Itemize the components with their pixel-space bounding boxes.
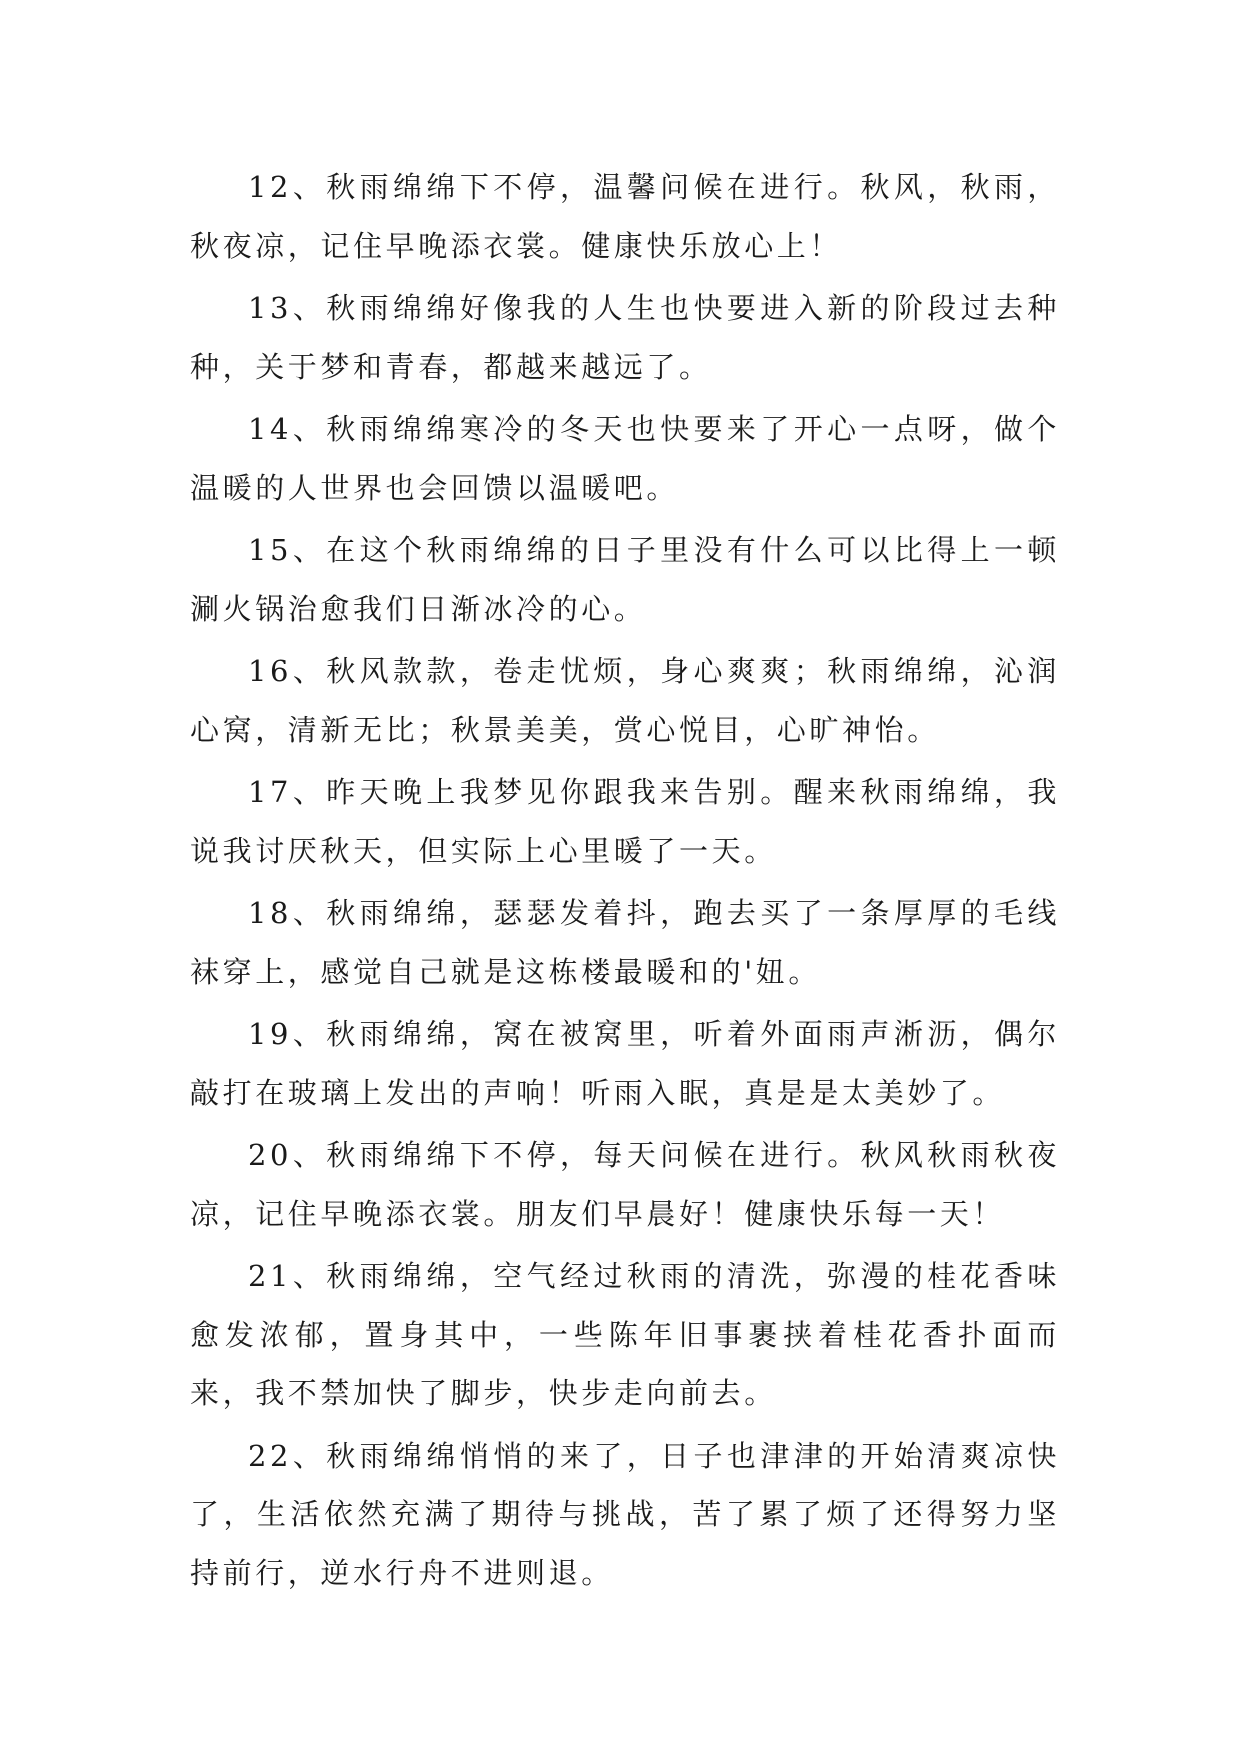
- paragraph-20: 20、秋雨绵绵下不停，每天问候在进行。秋风秋雨秋夜凉，记住早晚添衣裳。朋友们早晨好！健康快乐每一天！: [190, 1138, 1060, 1231]
- paragraph-14: 14、秋雨绵绵寒冷的冬天也快要来了开心一点呀，做个温暖的人世界也会回馈以温暖吧。: [190, 412, 1060, 505]
- paragraph-17: 17、昨天晚上我梦见你跟我来告别。醒来秋雨绵绵，我说我讨厌秋天，但实际上心里暖了一天。: [190, 775, 1060, 868]
- paragraph-13: 13、秋雨绵绵好像我的人生也快要进入新的阶段过去种种，关于梦和青春，都越来越远了。: [190, 291, 1060, 384]
- paragraph-19: 19、秋雨绵绵，窝在被窝里，听着外面雨声淅沥，偶尔敲打在玻璃上发出的声响！听雨入眠，真是是太美妙了。: [190, 1017, 1060, 1110]
- paragraph-22: 22、秋雨绵绵悄悄的来了，日子也津津的开始清爽凉快了，生活依然充满了期待与挑战，苦了累了烦了还得努力坚持前行，逆水行舟不进则退。: [190, 1438, 1060, 1590]
- paragraph-16: 16、秋风款款，卷走忧烦，身心爽爽；秋雨绵绵，沁润心窝，清新无比；秋景美美，赏心悦目，心旷神怡。: [190, 654, 1060, 747]
- paragraph-21: 21、秋雨绵绵，空气经过秋雨的清洗，弥漫的桂花香味愈发浓郁，置身其中，一些陈年旧事裹挟着桂花香扑面而来，我不禁加快了脚步，快步走向前去。: [190, 1259, 1060, 1410]
- paragraph-18: 18、秋雨绵绵，瑟瑟发着抖，跑去买了一条厚厚的毛线袜穿上，感觉自己就是这栋楼最暖和的'妞。: [190, 896, 1060, 989]
- document-body: [190, 158, 1060, 1606]
- paragraph-12: 12、秋雨绵绵下不停，温馨问候在进行。秋风，秋雨，秋夜凉，记住早晚添衣裳。健康快乐放心上！: [190, 170, 1060, 263]
- paragraph-15: 15、在这个秋雨绵绵的日子里没有什么可以比得上一顿涮火锅治愈我们日渐冰冷的心。: [190, 533, 1060, 626]
